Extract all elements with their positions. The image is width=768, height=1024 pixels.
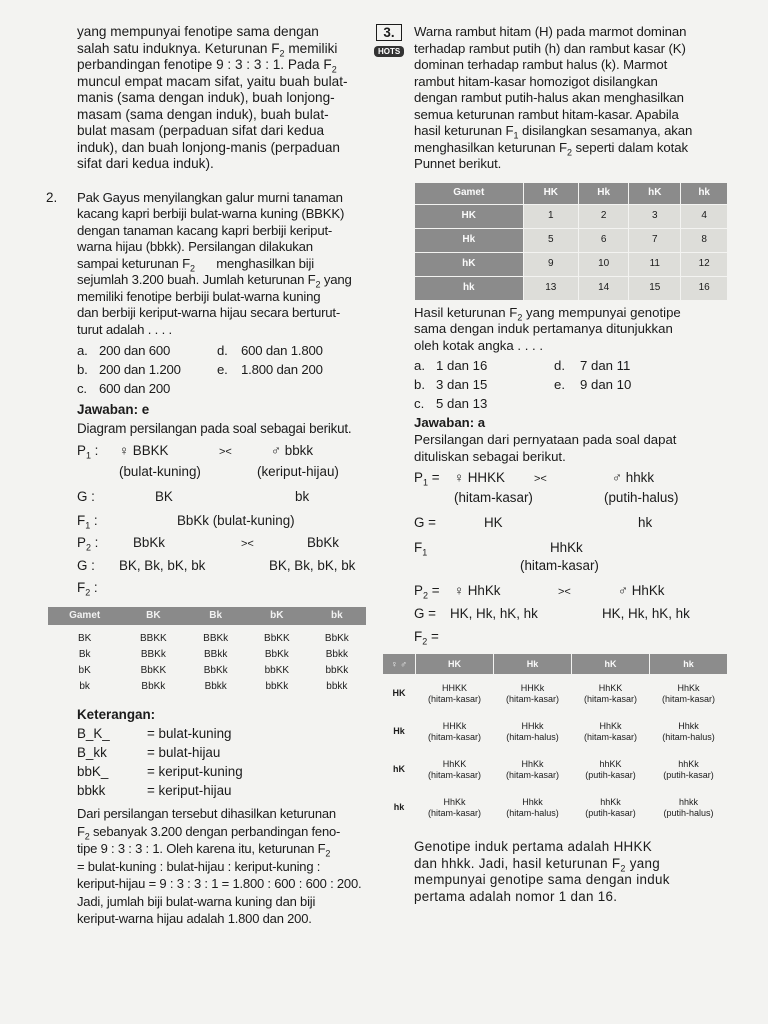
box-number: 3 (629, 204, 681, 228)
table-header-cell: hK (629, 182, 681, 204)
cross-label: G = (414, 515, 436, 530)
question-line: turut adalah . . . . (77, 321, 172, 337)
right-column (378, 24, 728, 905)
conclusion-line: tipe 9 : 3 : 3 : 1. Oleh karena itu, keturunan $F_2$ (77, 841, 331, 859)
phenotype: (hitam-kasar) (583, 693, 637, 704)
conclusion-line: Dari persilangan tersebut dihasilkan keturunan (77, 806, 336, 821)
f1-value: BbKk (bulat-kuning) (177, 513, 295, 528)
table-cell: BbKk (324, 633, 349, 644)
question-followup (382, 305, 728, 466)
option-letter: e. (217, 362, 228, 377)
table-header-cell: HK (523, 182, 579, 204)
genotype-cell (416, 713, 494, 751)
cross-label: $P_2$ : (77, 535, 99, 553)
table-cell: BbKk (141, 681, 166, 692)
parent-female: ♀ HhKk (454, 583, 501, 598)
genotype: Hhkk (678, 720, 699, 731)
keterangan-title: Keterangan: (77, 707, 156, 722)
box-number: 11 (629, 252, 681, 276)
question-line: sampai keturunan $F_2$ menghasilkan biji (77, 255, 314, 274)
table-row (415, 276, 728, 300)
question-line: terhadap rambut putih (h) dan rambut kasar (K) (414, 40, 686, 56)
question-number: 2. (46, 189, 58, 205)
box-number: 6 (579, 228, 629, 252)
box-number: 8 (681, 228, 728, 252)
table-row (415, 252, 728, 276)
question-line: sama dengan induk pertamanya ditunjukkan (414, 321, 673, 336)
table-header-cell: Gamet (415, 182, 524, 204)
table-row (383, 789, 728, 827)
answer-label: Jawaban: a (414, 415, 486, 430)
left-column (48, 24, 366, 928)
genotype-cell (572, 675, 650, 713)
conclusion-line: keriput-warna hijau adalah 1.800 dan 200. (77, 911, 312, 926)
question-text (48, 190, 366, 399)
parent-male: BbKk (307, 535, 340, 550)
table-cell: BBKk (203, 633, 229, 644)
table-cell: BbKK (140, 665, 167, 676)
phenotype: (hitam-kasar) (427, 731, 481, 742)
cross-label: $F_1$ (414, 540, 428, 558)
diagram-intro: Diagram persilangan pada soal sebagai berikut. (77, 421, 352, 436)
intro-line: muncul empat macam sifat, yaitu buah bulat- (77, 73, 348, 89)
gamete-value: BK (155, 489, 173, 504)
table-header-row (48, 607, 366, 625)
genotype: Hhkk (522, 796, 543, 807)
intro-line: masam (sama dengan induk), buah bulat- (77, 106, 329, 122)
cross-label: $F_1$ : (77, 513, 98, 531)
table-cell: BbKK (264, 633, 290, 644)
conclusion-paragraph (48, 805, 366, 928)
genotype: HhKk (443, 796, 466, 807)
gamete-value: BK, Bk, bK, bk (119, 558, 206, 573)
conclusion-line: keriput-hijau = 9 : 3 : 3 : 1 = 1.800 : 600 : 600 : 200. (77, 876, 362, 891)
offspring-table (382, 653, 728, 827)
final-line: Genotipe induk pertama adalah HHKK (414, 839, 652, 854)
genotype: HHKk (442, 720, 467, 731)
genotype: hhKk (600, 796, 621, 807)
table-cell: Bbkk (204, 681, 227, 692)
intro-line: sifat dari kedua induk). (77, 156, 214, 171)
box-number: 10 (579, 252, 629, 276)
option-row (77, 341, 366, 360)
box-number: 13 (523, 276, 579, 300)
table-row (383, 675, 728, 713)
table-header-cell: Bk (185, 607, 246, 625)
box-number: 15 (629, 276, 681, 300)
row-header: Hk (383, 713, 416, 751)
table-cell: bbKk (325, 665, 349, 676)
cross-p2-row (77, 532, 366, 555)
table-cell: bbKk (265, 681, 289, 692)
answer-options (77, 341, 366, 398)
genotype: HHkk (521, 720, 544, 731)
phenotype: (hitam-kasar) (505, 693, 559, 704)
answer-section-2 (48, 400, 366, 599)
parent-female: BbKk (133, 535, 166, 550)
question-line: dengan tanaman kacang kapri berbiji keriput- (77, 222, 333, 238)
table-cell: BbKk (203, 665, 228, 676)
intro-line: salah satu induknya. Keturunan $F_2$ memiliki (77, 40, 338, 59)
table-cell: Bk (78, 649, 91, 660)
cross-p2-row (414, 580, 728, 603)
question-line: Hasil keturunan $F_2$ yang mempunyai genotipe (414, 304, 681, 323)
box-number: 16 (681, 276, 728, 300)
table-cell: bbKK (264, 665, 290, 676)
genotype: HhKK (598, 682, 623, 693)
parent-male: ♂ bbkk (271, 443, 314, 458)
table-header-cell: hK (572, 654, 650, 675)
cross-symbol: >< (534, 473, 547, 485)
cross-label: G = (414, 606, 436, 621)
box-number: 7 (629, 228, 681, 252)
genotype-cell (494, 751, 572, 789)
genotype-cell (650, 713, 728, 751)
box-number: 9 (523, 252, 579, 276)
box-number: 12 (681, 252, 728, 276)
cross-label: G : (77, 489, 95, 504)
genotype-cell (572, 751, 650, 789)
cross-label: $P_1$ = (414, 470, 440, 488)
row-header: hK (415, 252, 524, 276)
parent-male: ♂ hhkk (612, 470, 655, 485)
row-header: HK (415, 204, 524, 228)
genotype: HHKk (520, 682, 545, 693)
genotype-cell (494, 675, 572, 713)
cross-f2-row (77, 577, 366, 599)
genotype-cell (494, 713, 572, 751)
table-header-row (415, 182, 728, 204)
phenotype: (putih-halus) (663, 807, 714, 818)
intro-line: induk), dan buah lonjong-manis (perpaduan (77, 139, 340, 155)
phenotype-label: (bulat-kuning) (119, 464, 201, 479)
phenotype: (hitam-halus) (662, 731, 715, 742)
solution-intro: Persilangan dari pernyataan pada soal dapat (414, 432, 677, 447)
table-cell: bk (79, 681, 90, 692)
cross-gamete-row (414, 603, 728, 624)
keterangan-row: bbK_ = keriput-kuning (77, 764, 243, 779)
cross-label: $P_2$ = (414, 583, 440, 601)
question-line: Punnet berikut. (414, 156, 502, 171)
cross-p1-row (414, 467, 728, 490)
cross-desc-row (414, 490, 728, 506)
phenotype: (hitam-kasar) (427, 693, 481, 704)
solution-intro: dituliskan sebagai berikut. (414, 448, 566, 464)
intro-line: yang mempunyai fenotipe sama dengan (77, 24, 319, 39)
row-header: HK (383, 675, 416, 713)
keterangan-row: bbkk = keriput-hijau (77, 783, 232, 798)
punnet-table (414, 182, 728, 301)
table-row (383, 751, 728, 789)
question-line: dan berbiji keriput-warna hijau secara berturut- (77, 305, 341, 320)
f1-value: HhKk (550, 540, 583, 555)
parent-female: ♀ BBKK (119, 443, 169, 458)
hots-badge: HOTS (374, 46, 404, 57)
table-cell: bbkk (326, 681, 348, 692)
gamete-value: HK, Hk, hK, hk (602, 606, 690, 621)
conclusion-line: = bulat-kuning : bulat-hijau : keriput-kuning : (77, 858, 321, 874)
parent-female: ♀ HHKK (454, 470, 505, 485)
answer-options (414, 356, 728, 413)
cross-label: $F_2$ = (414, 629, 439, 647)
table-header-cell: HK (416, 654, 494, 675)
genotype-cell (572, 713, 650, 751)
option-value: 200 dan 1.200 (99, 362, 181, 377)
table-cell: BBKK (140, 633, 167, 644)
genotype: hhkk (678, 796, 698, 807)
box-number: 1 (523, 204, 579, 228)
genotype-cell (650, 751, 728, 789)
phenotype-label: (putih-halus) (604, 490, 679, 505)
intro-line: manis (sama dengan induk), buah lonjong- (77, 90, 335, 105)
genotype: hhKK (599, 758, 622, 769)
genotype-cell (650, 675, 728, 713)
table-header-cell: bk (308, 607, 366, 625)
question-line: dengan rambut putih-halus akan menghasilkan (414, 90, 684, 105)
gamete-value: hk (638, 515, 653, 530)
question-number: 3. (376, 24, 401, 41)
genotype: HhKk (599, 720, 622, 731)
question-text (382, 24, 728, 173)
box-number: 4 (681, 204, 728, 228)
box-number: 5 (523, 228, 579, 252)
table-cell: bK (78, 665, 91, 676)
row-header: hK (383, 751, 416, 789)
phenotype: (hitam-kasar) (427, 807, 481, 818)
cross-symbol: >< (558, 586, 571, 598)
question-line: semua keturunan rambut hitam-kasar. Apabila (414, 106, 679, 122)
question-line: Pak Gayus menyilangkan galur murni tanaman (77, 189, 343, 205)
table-row (48, 679, 366, 695)
genotype-cell (416, 789, 494, 827)
phenotype: (hitam-kasar) (583, 731, 637, 742)
table-header-cell: Gamet (48, 607, 121, 625)
table-header-cell: bK (246, 607, 308, 625)
table-header-cell: BK (121, 607, 185, 625)
table-corner: ♀ ♂ (383, 654, 416, 675)
cross-desc-row (414, 558, 728, 574)
option-row (77, 379, 366, 398)
cross-f1-row (77, 510, 366, 532)
keterangan-row: B_kk = bulat-hijau (77, 745, 221, 760)
cross-gamete-row (77, 555, 366, 577)
table-row (383, 713, 728, 751)
gamete-value: BK, Bk, bK, bk (269, 558, 356, 573)
keterangan-section (48, 705, 366, 800)
conclusion-line: Jadi, jumlah biji bulat-warna kuning dan biji (77, 893, 316, 909)
table-row (415, 204, 728, 228)
phenotype-label: (hitam-kasar) (454, 490, 533, 505)
option-row: b. 3 dan 15 e. 9 dan 10 (414, 377, 632, 392)
intro-paragraph (48, 24, 366, 173)
cross-diagram (382, 467, 728, 647)
genotype: HhKk (521, 758, 544, 769)
cross-symbol: >< (219, 446, 232, 458)
question-line: memiliki fenotipe berbiji bulat-warna kuning (77, 288, 321, 304)
box-number: 14 (579, 276, 629, 300)
cross-f1-row (414, 537, 728, 558)
table-row (48, 631, 366, 647)
phenotype: (putih-kasar) (585, 807, 636, 818)
table-row (48, 663, 366, 679)
cross-label: G : (77, 558, 95, 573)
option-value: 600 dan 1.800 (241, 343, 323, 358)
final-line: dan hhkk. Jadi, hasil keturunan $F_2$ yang (414, 855, 661, 874)
question-line: sejumlah 3.200 buah. Jumlah keturunan $F_2$ yang (77, 272, 352, 290)
cross-label: $P_1$ : (77, 443, 99, 461)
question-line: Warna rambut hitam (H) pada marmot dominan (414, 24, 687, 39)
cross-label: $F_2$ : (77, 580, 98, 598)
cross-gamete-row (77, 486, 366, 508)
intro-line: perbandingan fenotipe 9 : 3 : 3 : 1. Pada $F_2$ (77, 57, 337, 75)
phenotype: (hitam-kasar) (505, 769, 559, 780)
genotype-cell (416, 675, 494, 713)
option-value: 600 dan 200 (99, 381, 171, 396)
phenotype: (putih-kasar) (585, 769, 636, 780)
keterangan-row: B_K_ = bulat-kuning (77, 726, 232, 741)
genotype-cell (494, 789, 572, 827)
question-2 (48, 190, 366, 399)
option-letter: c. (77, 381, 87, 396)
cross-desc-row (77, 463, 366, 480)
phenotype: (hitam-kasar) (661, 693, 715, 704)
genotype: HhKk (677, 682, 700, 693)
table-cell: BBKk (140, 649, 166, 660)
final-paragraph (382, 839, 728, 905)
phenotype: (hitam-halus) (506, 731, 559, 742)
final-line: pertama adalah nomor 1 dan 16. (414, 888, 618, 904)
genotype: HhKK (442, 758, 467, 769)
option-value: 200 dan 600 (99, 343, 171, 358)
gamete-value: HK (484, 515, 503, 530)
phenotype-label: (hitam-kasar) (520, 558, 599, 573)
table-row (415, 228, 728, 252)
gamete-value: HK, Hk, hK, hk (450, 606, 538, 621)
cross-diagram (77, 440, 366, 599)
phenotype-label: (keriput-hijau) (257, 464, 339, 479)
gamete-value: bk (295, 489, 310, 504)
table-cell: BBkk (204, 649, 228, 660)
intro-line: bulat masam (perpaduan sifat dari kedua (77, 123, 325, 138)
conclusion-line: $F_2$ sebanyak 3.200 dengan perbandingan feno- (77, 823, 341, 842)
question-line: oleh kotak angka . . . . (414, 337, 544, 353)
question-line: dominan terhadap rambut halus (k). Marmot (414, 57, 668, 72)
table-row (48, 647, 366, 663)
option-letter: d. (217, 343, 228, 358)
question-3 (378, 24, 728, 173)
table-cell: BbKk (264, 649, 289, 660)
option-value: 1.800 dan 200 (241, 362, 323, 377)
row-header: Hk (415, 228, 524, 252)
question-line: warna hijau (bbkk). Persilangan dilakukan (77, 239, 313, 254)
table-header-cell: hk (681, 182, 728, 204)
question-line: hasil keturunan $F_1$ disilangkan sesamanya, akan (414, 123, 693, 141)
cross-f2-row (414, 626, 728, 647)
question-line: menghasilkan keturunan $F_2$ seperti dalam kotak (414, 139, 688, 158)
genotype-cell (650, 789, 728, 827)
parent-male: ♂ HhKk (618, 583, 665, 598)
option-row (77, 360, 366, 379)
row-header: hk (415, 276, 524, 300)
question-marker (374, 24, 404, 58)
option-letter: a. (77, 343, 88, 358)
table-header-cell: Hk (579, 182, 629, 204)
table-cell: BK (77, 633, 92, 644)
answer-label: Jawaban: e (77, 402, 150, 417)
table-header-row (383, 654, 728, 675)
table-header-cell: Hk (494, 654, 572, 675)
cross-p1-row (77, 440, 366, 463)
phenotype: (hitam-kasar) (427, 769, 481, 780)
option-letter: b. (77, 362, 88, 377)
box-number: 2 (579, 204, 629, 228)
genotype-cell (416, 751, 494, 789)
question-line: rambut hitam-kasar homozigot disilangkan (414, 73, 658, 89)
genotype: HHKK (441, 682, 467, 693)
table-header-cell: hk (650, 654, 728, 675)
cross-gamete-row (414, 512, 728, 533)
final-line: mempunyai genotipe sama dengan induk (414, 872, 670, 887)
phenotype: (hitam-halus) (506, 807, 559, 818)
cross-symbol: >< (241, 538, 254, 550)
gamete-table (48, 607, 366, 695)
table-cell: Bbkk (325, 649, 348, 660)
genotype: hhKk (678, 758, 699, 769)
question-line: kacang kapri berbiji bulat-warna kuning (BBKK) (77, 206, 345, 221)
option-row: c. 5 dan 13 (414, 396, 488, 411)
row-header: hk (383, 789, 416, 827)
genotype-cell (572, 789, 650, 827)
phenotype: (putih-kasar) (663, 769, 714, 780)
option-row: a. 1 dan 16 d. 7 dan 11 (414, 358, 631, 373)
